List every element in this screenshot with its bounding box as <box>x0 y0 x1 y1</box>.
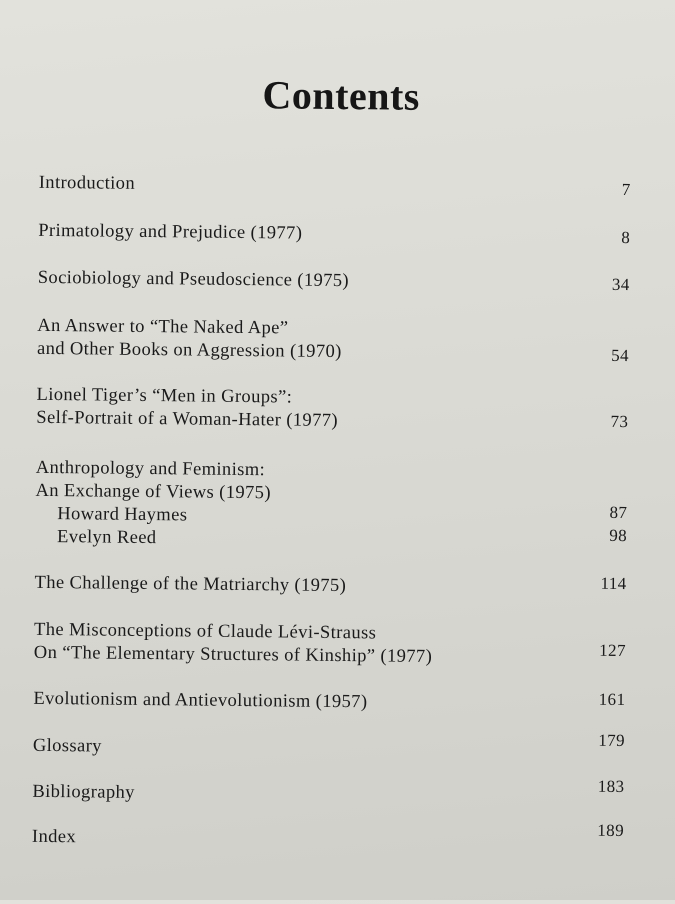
toc-entry-title-line: Lionel Tiger’s “Men in Groups”: <box>36 384 293 408</box>
toc-entry-anthropology-feminism <box>35 457 627 509</box>
toc-entry-evolutionism <box>33 688 625 717</box>
toc-entry-title-line: An Answer to “The Naked Ape” <box>37 315 289 339</box>
toc-entry-title: Evolutionism and Antievolutionism (1957) <box>33 688 368 713</box>
toc-entry-primatology <box>38 220 630 249</box>
toc-entry-title-line: An Exchange of Views (1975) <box>35 480 272 504</box>
toc-entry-introduction <box>39 172 631 201</box>
toc-page-number: 183 <box>597 776 625 797</box>
page-title: Contents <box>262 72 421 119</box>
toc-page-number: 34 <box>611 274 630 295</box>
toc-page-number: 98 <box>609 525 628 546</box>
toc-entry-naked-ape <box>37 315 629 367</box>
toc-page-number: 161 <box>598 689 626 710</box>
toc-page-number: 189 <box>597 820 625 841</box>
toc-entry-bibliography <box>32 776 625 810</box>
toc-entry-title-line: On “The Elementary Structures of Kinship” (1977) <box>33 642 433 668</box>
toc-subentry-title: Evelyn Reed <box>56 527 157 549</box>
toc-entry-matriarchy <box>34 572 626 601</box>
toc-entry-title: Sociobiology and Pseudoscience (1975) <box>37 267 350 292</box>
toc-entry-glossary <box>32 730 626 764</box>
toc-entry-index <box>31 820 625 855</box>
toc-entry-title-line: and Other Books on Aggression (1970) <box>36 338 342 363</box>
toc-entry-title: The Challenge of the Matriarchy (1975) <box>34 572 347 597</box>
toc-subentry-title: Howard Haymes <box>57 504 188 526</box>
toc-entry-title-line: Self-Portrait of a Woman-Hater (1977) <box>36 407 339 432</box>
toc-entry-title: Primatology and Prejudice (1977) <box>38 220 303 244</box>
toc-entry-title: Bibliography <box>32 781 135 803</box>
toc-page-number: 8 <box>621 227 631 248</box>
toc-entry-title-line: The Misconceptions of Claude Lévi-Strauss <box>33 619 377 644</box>
toc-subentry-evelyn-reed <box>35 526 627 555</box>
toc-entry-title: Introduction <box>38 172 136 194</box>
toc-page-number: 127 <box>599 640 627 661</box>
toc-entry-men-in-groups <box>36 384 628 436</box>
toc-page-number: 73 <box>610 411 629 432</box>
toc-entry-title-line: Anthropology and Feminism: <box>35 457 266 481</box>
toc-page-number: 114 <box>600 573 627 594</box>
toc-page-number: 54 <box>611 345 630 366</box>
toc-page-number: 7 <box>621 179 631 200</box>
toc-entry-sociobiology <box>38 267 630 296</box>
toc-entry-title: Index <box>31 826 77 848</box>
toc-entry-title: Glossary <box>32 735 102 757</box>
toc-entry-levi-strauss <box>34 619 626 671</box>
toc-page-number: 179 <box>598 730 626 751</box>
toc-page-number: 87 <box>609 502 628 523</box>
